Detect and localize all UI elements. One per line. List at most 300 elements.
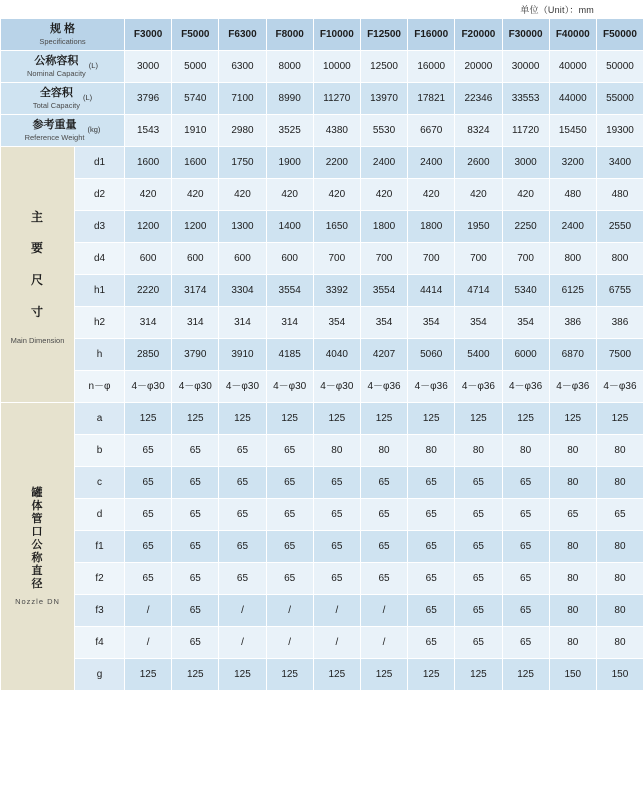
main-dimension-row xyxy=(1,179,644,211)
dimension-value-cell: 700 xyxy=(360,243,407,275)
nozzle-value-cell: 125 xyxy=(172,659,219,691)
dimension-name-cell: h1 xyxy=(75,275,125,307)
nozzle-value-cell: 80 xyxy=(455,435,502,467)
nozzle-name-cell: f1 xyxy=(75,531,125,563)
capacity-value-cell: 33553 xyxy=(502,83,549,115)
dimension-value-cell: 2400 xyxy=(549,211,596,243)
dimension-value-cell: 4－φ30 xyxy=(172,371,219,403)
model-header-cell: F8000 xyxy=(266,19,313,51)
dimension-value-cell: 600 xyxy=(172,243,219,275)
nozzle-label-char: 体 xyxy=(31,500,44,513)
dimension-value-cell: 800 xyxy=(596,243,643,275)
capacity-row-label xyxy=(1,83,125,115)
dimension-value-cell: 1750 xyxy=(219,147,266,179)
nozzle-value-cell: 125 xyxy=(172,403,219,435)
nozzle-value-cell: 80 xyxy=(313,435,360,467)
dimension-value-cell: 600 xyxy=(219,243,266,275)
capacity-value-cell: 15450 xyxy=(549,115,596,147)
capacity-value-cell: 5530 xyxy=(360,115,407,147)
capacity-value-cell: 17821 xyxy=(408,83,455,115)
capacity-value-cell: 55000 xyxy=(596,83,643,115)
nozzle-value-cell: 65 xyxy=(455,627,502,659)
nozzle-value-cell: / xyxy=(360,595,407,627)
capacity-value-cell: 40000 xyxy=(549,51,596,83)
dimension-value-cell: 2220 xyxy=(125,275,172,307)
nozzle-value-cell: 65 xyxy=(360,531,407,563)
main-dimension-row xyxy=(1,371,644,403)
dimension-value-cell: 314 xyxy=(266,307,313,339)
nozzle-value-cell: 80 xyxy=(549,595,596,627)
capacity-label-en: Total Capacity xyxy=(32,100,80,110)
dimension-value-cell: 4185 xyxy=(266,339,313,371)
dimension-value-cell: 600 xyxy=(266,243,313,275)
table-header-row xyxy=(1,19,644,51)
nozzle-name-cell: f4 xyxy=(75,627,125,659)
nozzle-value-cell: 125 xyxy=(313,659,360,691)
capacity-unit: (L) xyxy=(82,93,93,103)
nozzle-value-cell: 80 xyxy=(549,627,596,659)
dimension-value-cell: 1650 xyxy=(313,211,360,243)
dimension-value-cell: 1950 xyxy=(455,211,502,243)
dimension-value-cell: 1400 xyxy=(266,211,313,243)
dimension-value-cell: 420 xyxy=(266,179,313,211)
nozzle-value-cell: 65 xyxy=(360,563,407,595)
nozzle-value-cell: 65 xyxy=(219,563,266,595)
dimension-value-cell: 1800 xyxy=(408,211,455,243)
nozzle-value-cell: 65 xyxy=(455,595,502,627)
dimension-value-cell: 5060 xyxy=(408,339,455,371)
dimension-value-cell: 3554 xyxy=(360,275,407,307)
nozzle-value-cell: 65 xyxy=(172,467,219,499)
dimension-value-cell: 2250 xyxy=(502,211,549,243)
nozzle-value-cell: 80 xyxy=(596,435,643,467)
nozzle-value-cell: 125 xyxy=(596,403,643,435)
capacity-label-cn: 公称容积 xyxy=(34,55,79,68)
dimension-value-cell: 4－φ30 xyxy=(219,371,266,403)
dimension-value-cell: 386 xyxy=(549,307,596,339)
dimension-value-cell: 6125 xyxy=(549,275,596,307)
nozzle-value-cell: 65 xyxy=(125,563,172,595)
dimension-value-cell: 5340 xyxy=(502,275,549,307)
nozzle-value-cell: 65 xyxy=(455,467,502,499)
capacity-value-cell: 16000 xyxy=(408,51,455,83)
capacity-label-en: Reference Weight xyxy=(24,132,85,142)
nozzle-value-cell: 65 xyxy=(125,467,172,499)
dimension-value-cell: 354 xyxy=(360,307,407,339)
nozzle-value-cell: 65 xyxy=(408,627,455,659)
dimension-value-cell: 1800 xyxy=(360,211,407,243)
main-dimension-side-label xyxy=(1,147,75,403)
capacity-value-cell: 13970 xyxy=(360,83,407,115)
nozzle-value-cell: 65 xyxy=(502,467,549,499)
capacity-value-cell: 22346 xyxy=(455,83,502,115)
capacity-row xyxy=(1,83,644,115)
main-dimension-row xyxy=(1,243,644,275)
nozzle-value-cell: 65 xyxy=(408,595,455,627)
dimension-name-cell: d2 xyxy=(75,179,125,211)
dimension-value-cell: 3554 xyxy=(266,275,313,307)
dimension-value-cell: 6870 xyxy=(549,339,596,371)
nozzle-value-cell: 65 xyxy=(313,467,360,499)
capacity-value-cell: 1910 xyxy=(172,115,219,147)
capacity-value-cell: 7100 xyxy=(219,83,266,115)
main-dimension-row xyxy=(1,307,644,339)
capacity-value-cell: 44000 xyxy=(549,83,596,115)
capacity-value-cell: 11270 xyxy=(313,83,360,115)
dimension-value-cell: 4－φ30 xyxy=(266,371,313,403)
dimension-value-cell: 420 xyxy=(219,179,266,211)
dimension-value-cell: 2850 xyxy=(125,339,172,371)
main-dimension-label-char: 寸 xyxy=(30,304,44,319)
capacity-label-en: Nominal Capacity xyxy=(27,68,86,78)
dimension-value-cell: 4－φ36 xyxy=(549,371,596,403)
dimension-value-cell: 3400 xyxy=(596,147,643,179)
dimension-value-cell: 6755 xyxy=(596,275,643,307)
nozzle-name-cell: b xyxy=(75,435,125,467)
capacity-value-cell: 2980 xyxy=(219,115,266,147)
dimension-value-cell: 420 xyxy=(125,179,172,211)
capacity-unit: (kg) xyxy=(87,125,101,135)
dimension-value-cell: 4040 xyxy=(313,339,360,371)
capacity-value-cell: 20000 xyxy=(455,51,502,83)
capacity-value-cell: 50000 xyxy=(596,51,643,83)
nozzle-label-char: 称 xyxy=(31,551,44,564)
nozzle-value-cell: 125 xyxy=(502,659,549,691)
nozzle-label-char: 管 xyxy=(31,513,44,526)
nozzle-value-cell: 65 xyxy=(125,499,172,531)
dimension-value-cell: 600 xyxy=(125,243,172,275)
dimension-value-cell: 4－φ36 xyxy=(502,371,549,403)
model-header-cell: F3000 xyxy=(125,19,172,51)
dimension-value-cell: 700 xyxy=(455,243,502,275)
nozzle-row xyxy=(1,467,644,499)
dimension-value-cell: 420 xyxy=(455,179,502,211)
capacity-value-cell: 12500 xyxy=(360,51,407,83)
nozzle-value-cell: 80 xyxy=(408,435,455,467)
dimension-value-cell: 2200 xyxy=(313,147,360,179)
capacity-row xyxy=(1,51,644,83)
dimension-name-cell: n－φ xyxy=(75,371,125,403)
dimension-value-cell: 354 xyxy=(408,307,455,339)
dimension-value-cell: 354 xyxy=(455,307,502,339)
nozzle-value-cell: 125 xyxy=(125,403,172,435)
nozzle-value-cell: 65 xyxy=(313,563,360,595)
dimension-value-cell: 3392 xyxy=(313,275,360,307)
model-header-cell: F5000 xyxy=(172,19,219,51)
dimension-value-cell: 800 xyxy=(549,243,596,275)
dimension-name-cell: h2 xyxy=(75,307,125,339)
main-dimension-row xyxy=(1,339,644,371)
nozzle-value-cell: 65 xyxy=(502,595,549,627)
nozzle-value-cell: 125 xyxy=(266,659,313,691)
dimension-value-cell: 5400 xyxy=(455,339,502,371)
nozzle-value-cell: 80 xyxy=(596,595,643,627)
nozzle-value-cell: 65 xyxy=(455,531,502,563)
nozzle-value-cell: / xyxy=(219,595,266,627)
nozzle-value-cell: 65 xyxy=(408,467,455,499)
dimension-value-cell: 2400 xyxy=(408,147,455,179)
main-dimension-label-char: 要 xyxy=(30,241,44,256)
nozzle-value-cell: 65 xyxy=(313,531,360,563)
dimension-value-cell: 4－φ36 xyxy=(408,371,455,403)
main-dimension-label-char: 尺 xyxy=(30,273,44,288)
nozzle-value-cell: 80 xyxy=(549,467,596,499)
dimension-value-cell: 1600 xyxy=(125,147,172,179)
model-header-cell: F50000 xyxy=(596,19,643,51)
dimension-value-cell: 4－φ30 xyxy=(313,371,360,403)
model-header-cell: F20000 xyxy=(455,19,502,51)
dimension-value-cell: 3000 xyxy=(502,147,549,179)
main-dimension-row xyxy=(1,147,644,179)
dimension-value-cell: 314 xyxy=(172,307,219,339)
capacity-value-cell: 8990 xyxy=(266,83,313,115)
capacity-value-cell: 5000 xyxy=(172,51,219,83)
dimension-value-cell: 1300 xyxy=(219,211,266,243)
dimension-value-cell: 1900 xyxy=(266,147,313,179)
model-header-cell: F6300 xyxy=(219,19,266,51)
dimension-value-cell: 1200 xyxy=(172,211,219,243)
nozzle-value-cell: 125 xyxy=(408,403,455,435)
nozzle-value-cell: 65 xyxy=(502,499,549,531)
nozzle-value-cell: 125 xyxy=(360,659,407,691)
nozzle-name-cell: a xyxy=(75,403,125,435)
nozzle-label-en: Nozzle DN xyxy=(15,596,60,606)
nozzle-value-cell: 65 xyxy=(408,499,455,531)
nozzle-value-cell: 80 xyxy=(549,563,596,595)
dimension-value-cell: 4－φ30 xyxy=(125,371,172,403)
dimension-value-cell: 4207 xyxy=(360,339,407,371)
nozzle-row xyxy=(1,499,644,531)
nozzle-value-cell: / xyxy=(266,627,313,659)
nozzle-row xyxy=(1,403,644,435)
dimension-value-cell: 3174 xyxy=(172,275,219,307)
capacity-row-label xyxy=(1,51,125,83)
model-header-cell: F16000 xyxy=(408,19,455,51)
nozzle-name-cell: c xyxy=(75,467,125,499)
nozzle-row xyxy=(1,659,644,691)
dimension-value-cell: 3790 xyxy=(172,339,219,371)
capacity-value-cell: 8324 xyxy=(455,115,502,147)
nozzle-name-cell: f2 xyxy=(75,563,125,595)
table-body xyxy=(1,19,644,691)
nozzle-value-cell: 125 xyxy=(502,403,549,435)
dimension-value-cell: 700 xyxy=(502,243,549,275)
nozzle-row xyxy=(1,595,644,627)
capacity-row-label xyxy=(1,115,125,147)
nozzle-value-cell: 65 xyxy=(172,499,219,531)
dimension-value-cell: 354 xyxy=(502,307,549,339)
dimension-value-cell: 420 xyxy=(408,179,455,211)
nozzle-value-cell: 65 xyxy=(172,595,219,627)
dimension-value-cell: 1200 xyxy=(125,211,172,243)
dimension-value-cell: 4－φ36 xyxy=(360,371,407,403)
dimension-value-cell: 3910 xyxy=(219,339,266,371)
dimension-value-cell: 6000 xyxy=(502,339,549,371)
nozzle-value-cell: 65 xyxy=(125,435,172,467)
nozzle-value-cell: / xyxy=(313,627,360,659)
nozzle-value-cell: 125 xyxy=(266,403,313,435)
nozzle-value-cell: 150 xyxy=(549,659,596,691)
nozzle-value-cell: 80 xyxy=(596,627,643,659)
nozzle-value-cell: 65 xyxy=(596,499,643,531)
nozzle-row xyxy=(1,435,644,467)
nozzle-value-cell: 65 xyxy=(360,499,407,531)
nozzle-value-cell: 65 xyxy=(172,563,219,595)
main-dimension-label-en: Main Dimension xyxy=(10,335,65,345)
nozzle-value-cell: 125 xyxy=(125,659,172,691)
nozzle-row xyxy=(1,563,644,595)
nozzle-value-cell: 65 xyxy=(549,499,596,531)
nozzle-label-char: 罐 xyxy=(31,487,44,500)
nozzle-label-char: 径 xyxy=(31,577,44,590)
dimension-value-cell: 420 xyxy=(360,179,407,211)
nozzle-value-cell: 80 xyxy=(596,467,643,499)
dimension-value-cell: 3200 xyxy=(549,147,596,179)
spec-header-cn: 规 格 xyxy=(49,23,76,36)
dimension-name-cell: d3 xyxy=(75,211,125,243)
nozzle-label-char: 口 xyxy=(31,525,44,538)
nozzle-value-cell: 80 xyxy=(549,435,596,467)
spec-header-cell xyxy=(1,19,125,51)
nozzle-row xyxy=(1,627,644,659)
dimension-value-cell: 314 xyxy=(125,307,172,339)
capacity-value-cell: 19300 xyxy=(596,115,643,147)
nozzle-value-cell: 65 xyxy=(266,531,313,563)
dimension-name-cell: d1 xyxy=(75,147,125,179)
model-header-cell: F10000 xyxy=(313,19,360,51)
nozzle-value-cell: 65 xyxy=(266,499,313,531)
capacity-label-cn: 全容积 xyxy=(39,87,73,100)
dimension-value-cell: 700 xyxy=(313,243,360,275)
specifications-table xyxy=(0,18,644,691)
model-header-cell: F30000 xyxy=(502,19,549,51)
capacity-value-cell: 30000 xyxy=(502,51,549,83)
nozzle-value-cell: 80 xyxy=(360,435,407,467)
nozzle-value-cell: 65 xyxy=(502,531,549,563)
dimension-name-cell: d4 xyxy=(75,243,125,275)
nozzle-value-cell: 65 xyxy=(172,627,219,659)
nozzle-value-cell: 65 xyxy=(455,499,502,531)
nozzle-label-char: 公 xyxy=(31,538,44,551)
spec-header-en: Specifications xyxy=(39,36,86,46)
nozzle-name-cell: d xyxy=(75,499,125,531)
nozzle-name-cell: f3 xyxy=(75,595,125,627)
dimension-value-cell: 386 xyxy=(596,307,643,339)
main-dimension-row xyxy=(1,211,644,243)
dimension-value-cell: 7500 xyxy=(596,339,643,371)
nozzle-value-cell: 125 xyxy=(549,403,596,435)
nozzle-value-cell: 65 xyxy=(502,627,549,659)
capacity-value-cell: 1543 xyxy=(125,115,172,147)
dimension-value-cell: 2550 xyxy=(596,211,643,243)
dimension-value-cell: 700 xyxy=(408,243,455,275)
dimension-value-cell: 2400 xyxy=(360,147,407,179)
nozzle-value-cell: / xyxy=(125,595,172,627)
nozzle-value-cell: 65 xyxy=(360,467,407,499)
dimension-value-cell: 354 xyxy=(313,307,360,339)
dimension-value-cell: 4－φ36 xyxy=(455,371,502,403)
capacity-value-cell: 11720 xyxy=(502,115,549,147)
nozzle-value-cell: 125 xyxy=(455,403,502,435)
capacity-value-cell: 3000 xyxy=(125,51,172,83)
dimension-value-cell: 420 xyxy=(502,179,549,211)
nozzle-value-cell: 65 xyxy=(219,499,266,531)
dimension-value-cell: 4714 xyxy=(455,275,502,307)
nozzle-value-cell: 65 xyxy=(219,467,266,499)
nozzle-value-cell: 65 xyxy=(502,563,549,595)
capacity-value-cell: 3525 xyxy=(266,115,313,147)
nozzle-value-cell: 65 xyxy=(172,531,219,563)
capacity-row xyxy=(1,115,644,147)
nozzle-value-cell: / xyxy=(266,595,313,627)
main-dimension-label-char: 主 xyxy=(30,209,44,224)
main-dimension-row xyxy=(1,275,644,307)
dimension-value-cell: 480 xyxy=(549,179,596,211)
dimension-value-cell: 480 xyxy=(596,179,643,211)
nozzle-value-cell: 65 xyxy=(125,531,172,563)
nozzle-label-char: 直 xyxy=(31,564,44,577)
nozzle-value-cell: 125 xyxy=(219,659,266,691)
capacity-value-cell: 4380 xyxy=(313,115,360,147)
capacity-value-cell: 6300 xyxy=(219,51,266,83)
nozzle-value-cell: 125 xyxy=(313,403,360,435)
nozzle-value-cell: 80 xyxy=(596,563,643,595)
nozzle-value-cell: 65 xyxy=(408,563,455,595)
nozzle-value-cell: 65 xyxy=(313,499,360,531)
dimension-value-cell: 2600 xyxy=(455,147,502,179)
capacity-value-cell: 5740 xyxy=(172,83,219,115)
nozzle-value-cell: 65 xyxy=(266,467,313,499)
capacity-value-cell: 6670 xyxy=(408,115,455,147)
model-header-cell: F40000 xyxy=(549,19,596,51)
nozzle-value-cell: 80 xyxy=(502,435,549,467)
dimension-value-cell: 4414 xyxy=(408,275,455,307)
dimension-value-cell: 3304 xyxy=(219,275,266,307)
nozzle-value-cell: / xyxy=(125,627,172,659)
model-header-cell: F12500 xyxy=(360,19,407,51)
capacity-label-cn: 参考重量 xyxy=(32,119,77,132)
capacity-value-cell: 8000 xyxy=(266,51,313,83)
nozzle-value-cell: 65 xyxy=(266,435,313,467)
nozzle-value-cell: / xyxy=(360,627,407,659)
nozzle-value-cell: 150 xyxy=(596,659,643,691)
nozzle-value-cell: 125 xyxy=(360,403,407,435)
nozzle-value-cell: 65 xyxy=(266,563,313,595)
nozzle-row xyxy=(1,531,644,563)
nozzle-value-cell: / xyxy=(313,595,360,627)
capacity-value-cell: 3796 xyxy=(125,83,172,115)
dimension-name-cell: h xyxy=(75,339,125,371)
nozzle-value-cell: 65 xyxy=(172,435,219,467)
nozzle-value-cell: 65 xyxy=(219,531,266,563)
dimension-value-cell: 420 xyxy=(172,179,219,211)
capacity-value-cell: 10000 xyxy=(313,51,360,83)
nozzle-value-cell: 65 xyxy=(408,531,455,563)
nozzle-value-cell: 125 xyxy=(408,659,455,691)
nozzle-value-cell: 125 xyxy=(219,403,266,435)
dimension-value-cell: 4－φ36 xyxy=(596,371,643,403)
nozzle-value-cell: 80 xyxy=(596,531,643,563)
nozzle-name-cell: g xyxy=(75,659,125,691)
nozzle-side-label xyxy=(1,403,75,691)
nozzle-value-cell: 65 xyxy=(219,435,266,467)
unit-note: 单位（Unit）：mm xyxy=(520,5,594,15)
dimension-value-cell: 1600 xyxy=(172,147,219,179)
capacity-unit: (L) xyxy=(88,61,98,71)
nozzle-value-cell: 125 xyxy=(455,659,502,691)
nozzle-value-cell: 80 xyxy=(549,531,596,563)
nozzle-value-cell: / xyxy=(219,627,266,659)
